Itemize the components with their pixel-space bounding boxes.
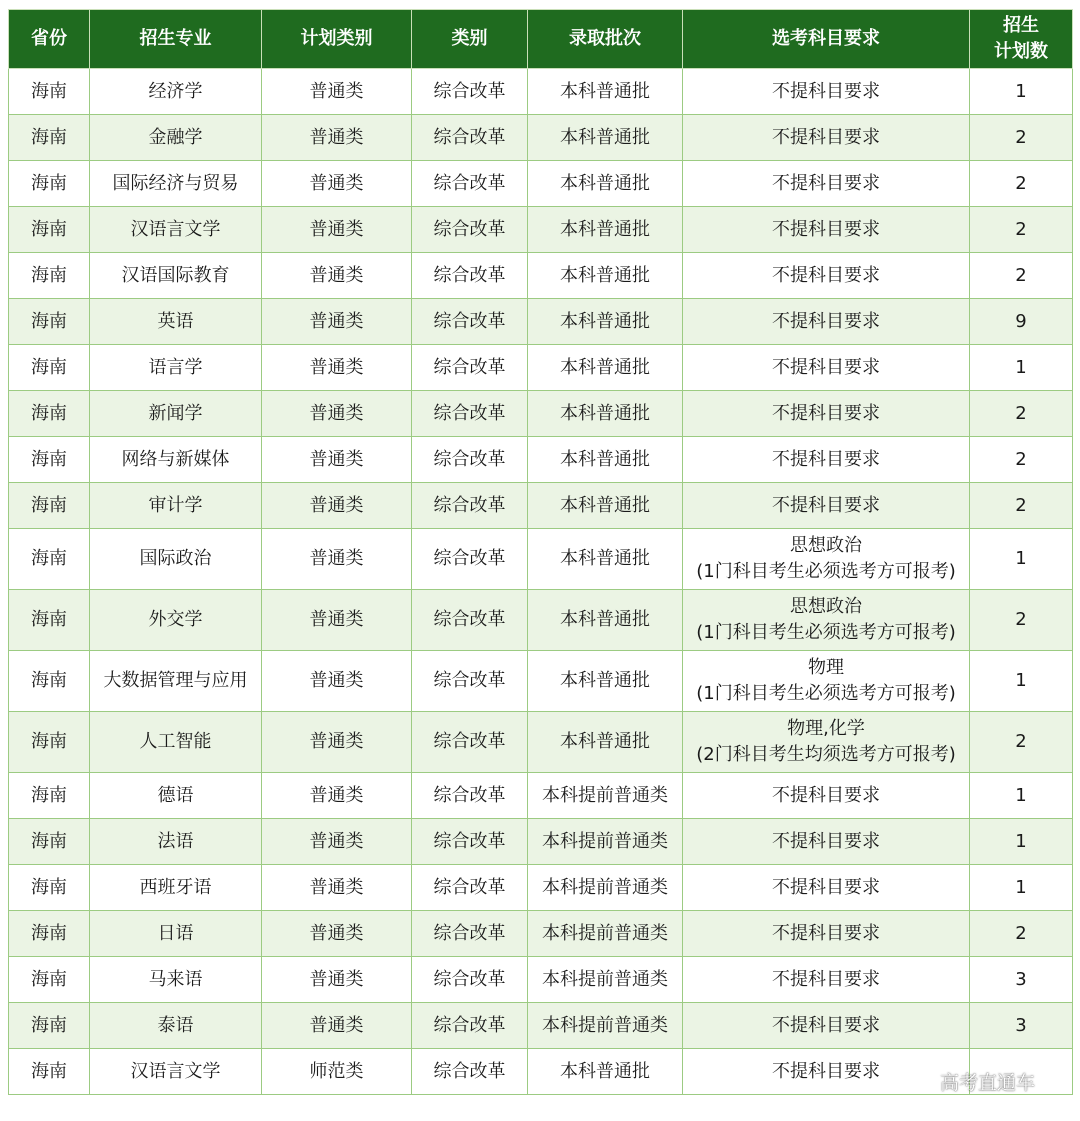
batch-cell: 本科普通批 (528, 391, 683, 437)
major-cell: 汉语国际教育 (90, 253, 262, 299)
table-row (9, 207, 1073, 253)
category-cell: 综合改革 (412, 590, 528, 651)
subject-requirement-main: 不提科目要求 (772, 402, 880, 424)
quota-cell: 2 (970, 437, 1073, 483)
quota-cell: 9 (970, 299, 1073, 345)
subject-requirement-main: 不提科目要求 (772, 126, 880, 148)
header-quota (970, 10, 1073, 69)
major-cell: 国际经济与贸易 (90, 161, 262, 207)
major-cell: 德语 (90, 773, 262, 819)
subject-requirement-main: 思想政治 (790, 535, 862, 556)
category-cell: 综合改革 (412, 437, 528, 483)
category-cell: 综合改革 (412, 345, 528, 391)
province-cell: 海南 (9, 957, 90, 1003)
major-cell: 日语 (90, 911, 262, 957)
table-row (9, 161, 1073, 207)
table-row (9, 911, 1073, 957)
batch-cell: 本科普通批 (528, 207, 683, 253)
subject-requirement-cell (683, 957, 970, 1003)
province-cell: 海南 (9, 865, 90, 911)
province-cell: 海南 (9, 437, 90, 483)
quota-cell: 2 (970, 712, 1073, 773)
category-cell: 综合改革 (412, 865, 528, 911)
table-row (9, 651, 1073, 712)
province-cell: 海南 (9, 819, 90, 865)
table-row (9, 773, 1073, 819)
category-cell: 综合改革 (412, 483, 528, 529)
table-row (9, 69, 1073, 115)
quota-cell: 1 (970, 69, 1073, 115)
subject-requirement-cell (683, 345, 970, 391)
category-cell: 综合改革 (412, 529, 528, 590)
major-cell: 马来语 (90, 957, 262, 1003)
plan-type-cell: 普通类 (262, 253, 412, 299)
major-cell: 经济学 (90, 69, 262, 115)
batch-cell: 本科提前普通类 (528, 819, 683, 865)
quota-cell: 3 (970, 957, 1073, 1003)
subject-requirement-cell (683, 712, 970, 773)
subject-requirement-main: 不提科目要求 (772, 356, 880, 378)
province-cell: 海南 (9, 590, 90, 651)
batch-cell: 本科普通批 (528, 345, 683, 391)
quota-cell: 1 (970, 345, 1073, 391)
batch-cell: 本科普通批 (528, 483, 683, 529)
plan-type-cell: 普通类 (262, 819, 412, 865)
plan-type-cell: 普通类 (262, 437, 412, 483)
table-row (9, 957, 1073, 1003)
category-cell: 综合改革 (412, 819, 528, 865)
plan-type-cell: 普通类 (262, 529, 412, 590)
subject-requirement-main: 不提科目要求 (772, 784, 880, 806)
province-cell: 海南 (9, 712, 90, 773)
table-row (9, 819, 1073, 865)
subject-requirement-cell (683, 590, 970, 651)
subject-requirement-cell (683, 1049, 970, 1095)
batch-cell: 本科普通批 (528, 651, 683, 712)
major-cell: 新闻学 (90, 391, 262, 437)
category-cell: 综合改革 (412, 207, 528, 253)
plan-type-cell: 普通类 (262, 865, 412, 911)
province-cell: 海南 (9, 345, 90, 391)
major-cell: 国际政治 (90, 529, 262, 590)
subject-requirement-main: 不提科目要求 (772, 1014, 880, 1036)
category-cell: 综合改革 (412, 161, 528, 207)
header-quota-line1: 招生 (1003, 15, 1039, 36)
subject-requirement-cell (683, 865, 970, 911)
batch-cell: 本科提前普通类 (528, 911, 683, 957)
subject-requirement-cell (683, 299, 970, 345)
enrollment-plan-table (8, 9, 1073, 1095)
category-cell: 综合改革 (412, 957, 528, 1003)
table-row (9, 712, 1073, 773)
plan-type-cell: 普通类 (262, 651, 412, 712)
major-cell: 网络与新媒体 (90, 437, 262, 483)
subject-requirement-main: 不提科目要求 (772, 494, 880, 516)
province-cell: 海南 (9, 1049, 90, 1095)
plan-type-cell: 普通类 (262, 69, 412, 115)
subject-requirement-cell (683, 1003, 970, 1049)
subject-requirement-note: (1门科目考生必须选考方可报考) (696, 561, 956, 582)
major-cell: 西班牙语 (90, 865, 262, 911)
plan-type-cell: 普通类 (262, 161, 412, 207)
major-cell: 汉语言文学 (90, 207, 262, 253)
table-header-row (9, 10, 1073, 69)
table-row (9, 391, 1073, 437)
plan-type-cell: 普通类 (262, 590, 412, 651)
batch-cell: 本科提前普通类 (528, 773, 683, 819)
subject-requirement-cell (683, 651, 970, 712)
subject-requirement-cell (683, 483, 970, 529)
table-body (9, 69, 1073, 1095)
quota-cell: 2 (970, 391, 1073, 437)
plan-type-cell: 师范类 (262, 1049, 412, 1095)
major-cell: 外交学 (90, 590, 262, 651)
header-major: 招生专业 (90, 10, 262, 69)
major-cell: 语言学 (90, 345, 262, 391)
quota-cell: 1 (970, 865, 1073, 911)
table-row (9, 115, 1073, 161)
subject-requirement-cell (683, 115, 970, 161)
batch-cell: 本科提前普通类 (528, 1003, 683, 1049)
province-cell: 海南 (9, 161, 90, 207)
quota-cell: 2 (970, 115, 1073, 161)
batch-cell: 本科提前普通类 (528, 957, 683, 1003)
plan-type-cell: 普通类 (262, 773, 412, 819)
category-cell: 综合改革 (412, 911, 528, 957)
subject-requirement-main: 物理,化学 (787, 718, 865, 739)
plan-type-cell: 普通类 (262, 712, 412, 773)
plan-type-cell: 普通类 (262, 207, 412, 253)
plan-type-cell: 普通类 (262, 115, 412, 161)
major-cell: 审计学 (90, 483, 262, 529)
subject-requirement-cell (683, 161, 970, 207)
plan-type-cell: 普通类 (262, 391, 412, 437)
quota-cell: 1 (970, 529, 1073, 590)
table-row (9, 253, 1073, 299)
subject-requirement-main: 不提科目要求 (772, 80, 880, 102)
province-cell: 海南 (9, 911, 90, 957)
batch-cell: 本科普通批 (528, 712, 683, 773)
subject-requirement-cell (683, 911, 970, 957)
province-cell: 海南 (9, 253, 90, 299)
quota-cell: 1 (970, 651, 1073, 712)
batch-cell: 本科普通批 (528, 69, 683, 115)
header-batch: 录取批次 (528, 10, 683, 69)
subject-requirement-note: (2门科目考生均须选考方可报考) (696, 744, 956, 765)
quota-cell: 2 (970, 207, 1073, 253)
major-cell: 人工智能 (90, 712, 262, 773)
category-cell: 综合改革 (412, 773, 528, 819)
subject-requirement-main: 不提科目要求 (772, 172, 880, 194)
major-cell: 法语 (90, 819, 262, 865)
watermark: 高考直通车 (940, 1072, 1036, 1094)
province-cell: 海南 (9, 773, 90, 819)
subject-requirement-cell (683, 819, 970, 865)
quota-cell (970, 1049, 1073, 1095)
table-row (9, 590, 1073, 651)
subject-requirement-cell (683, 773, 970, 819)
plan-type-cell: 普通类 (262, 911, 412, 957)
plan-type-cell: 普通类 (262, 957, 412, 1003)
category-cell: 综合改革 (412, 391, 528, 437)
major-cell: 汉语言文学 (90, 1049, 262, 1095)
category-cell: 综合改革 (412, 651, 528, 712)
province-cell: 海南 (9, 391, 90, 437)
major-cell: 泰语 (90, 1003, 262, 1049)
subject-requirement-cell (683, 437, 970, 483)
batch-cell: 本科普通批 (528, 1049, 683, 1095)
province-cell: 海南 (9, 651, 90, 712)
batch-cell: 本科普通批 (528, 590, 683, 651)
subject-requirement-main: 思想政治 (790, 596, 862, 617)
province-cell: 海南 (9, 529, 90, 590)
batch-cell: 本科普通批 (528, 115, 683, 161)
category-cell: 综合改革 (412, 115, 528, 161)
quota-cell: 2 (970, 253, 1073, 299)
subject-requirement-cell (683, 253, 970, 299)
subject-requirement-main: 不提科目要求 (772, 1060, 880, 1082)
province-cell: 海南 (9, 1003, 90, 1049)
header-province: 省份 (9, 10, 90, 69)
quota-cell: 2 (970, 161, 1073, 207)
subject-requirement-cell (683, 69, 970, 115)
header-plan-type: 计划类别 (262, 10, 412, 69)
table-row (9, 299, 1073, 345)
plan-type-cell: 普通类 (262, 483, 412, 529)
province-cell: 海南 (9, 483, 90, 529)
subject-requirement-main: 不提科目要求 (772, 310, 880, 332)
table-row (9, 437, 1073, 483)
major-cell: 英语 (90, 299, 262, 345)
plan-type-cell: 普通类 (262, 1003, 412, 1049)
category-cell: 综合改革 (412, 253, 528, 299)
subject-requirement-note: (1门科目考生必须选考方可报考) (696, 622, 956, 643)
province-cell: 海南 (9, 115, 90, 161)
table-row (9, 529, 1073, 590)
category-cell: 综合改革 (412, 712, 528, 773)
quota-cell: 2 (970, 483, 1073, 529)
quota-cell: 3 (970, 1003, 1073, 1049)
batch-cell: 本科普通批 (528, 529, 683, 590)
quota-cell: 1 (970, 819, 1073, 865)
subject-requirement-cell (683, 391, 970, 437)
subject-requirement-main: 不提科目要求 (772, 264, 880, 286)
subject-requirement-main: 不提科目要求 (772, 922, 880, 944)
batch-cell: 本科普通批 (528, 253, 683, 299)
province-cell: 海南 (9, 69, 90, 115)
batch-cell: 本科普通批 (528, 299, 683, 345)
province-cell: 海南 (9, 207, 90, 253)
table-row (9, 483, 1073, 529)
batch-cell: 本科普通批 (528, 437, 683, 483)
subject-requirement-cell (683, 207, 970, 253)
major-cell: 大数据管理与应用 (90, 651, 262, 712)
subject-requirement-note: (1门科目考生必须选考方可报考) (696, 683, 956, 704)
subject-requirement-cell (683, 529, 970, 590)
header-category: 类别 (412, 10, 528, 69)
table-row (9, 865, 1073, 911)
batch-cell: 本科提前普通类 (528, 865, 683, 911)
subject-requirement-main: 物理 (808, 657, 844, 678)
subject-requirement-main: 不提科目要求 (772, 218, 880, 240)
category-cell: 综合改革 (412, 299, 528, 345)
header-quota-line2: 计划数 (994, 41, 1048, 62)
subject-requirement-main: 不提科目要求 (772, 968, 880, 990)
quota-cell: 2 (970, 590, 1073, 651)
table-row (9, 1003, 1073, 1049)
header-subject-requirement: 选考科目要求 (683, 10, 970, 69)
quota-cell: 1 (970, 773, 1073, 819)
subject-requirement-main: 不提科目要求 (772, 876, 880, 898)
province-cell: 海南 (9, 299, 90, 345)
batch-cell: 本科普通批 (528, 161, 683, 207)
quota-cell: 2 (970, 911, 1073, 957)
table-row (9, 345, 1073, 391)
plan-type-cell: 普通类 (262, 299, 412, 345)
category-cell: 综合改革 (412, 1049, 528, 1095)
subject-requirement-main: 不提科目要求 (772, 830, 880, 852)
category-cell: 综合改革 (412, 69, 528, 115)
subject-requirement-main: 不提科目要求 (772, 448, 880, 470)
category-cell: 综合改革 (412, 1003, 528, 1049)
major-cell: 金融学 (90, 115, 262, 161)
plan-type-cell: 普通类 (262, 345, 412, 391)
table-row (9, 1049, 1073, 1095)
